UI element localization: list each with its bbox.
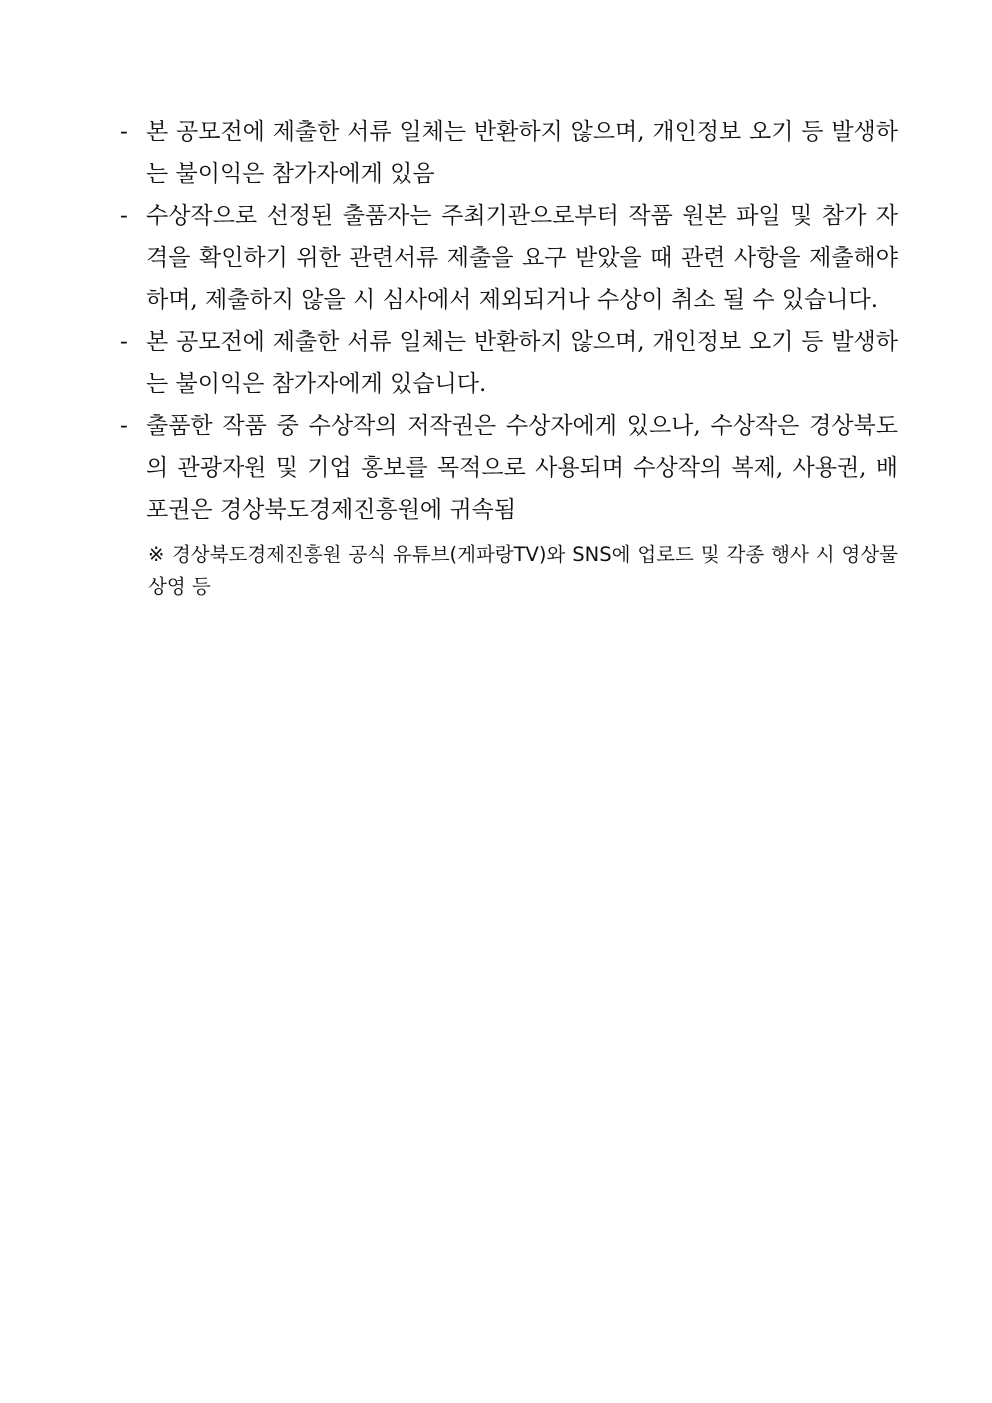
footnote: ※ 경상북도경제진흥원 공식 유튜브(게파랑TV)와 SNS에 업로드 및 각종 행사 시 영상물 상영 등 — [148, 543, 898, 598]
notice-item-text: 수상작으로 선정된 출품자는 주최기관으로부터 작품 원본 파일 및 참가 자격을 확인하기 위한 관련서류 제출을 요구 받았을 때 관련 사항을 제출해야 하며, 제출하지 않을 시 심사에서 제외되거나 수상이 취소 될 수 있습니다. — [146, 203, 898, 313]
notice-item — [120, 321, 898, 405]
notice-item-text: 출품한 작품 중 수상작의 저작권은 수상자에게 있으나, 수상작은 경상북도의 관광자원 및 기업 홍보를 목적으로 사용되며 수상작의 복제, 사용권, 배포권은 경상북도경제진흥원에 귀속됨 — [146, 413, 898, 523]
bullet-dash: - — [120, 329, 128, 355]
notice-item-text: 본 공모전에 제출한 서류 일체는 반환하지 않으며, 개인정보 오기 등 발생하는 불이익은 참가자에게 있습니다. — [146, 329, 898, 397]
bullet-dash: - — [120, 119, 128, 145]
notice-list — [120, 111, 898, 603]
notice-item-text: 본 공모전에 제출한 서류 일체는 반환하지 않으며, 개인정보 오기 등 발생하는 불이익은 참가자에게 있음 — [146, 119, 898, 187]
bullet-dash: - — [120, 203, 128, 229]
notice-item — [120, 405, 898, 531]
notice-item — [120, 195, 898, 321]
bullet-dash: - — [120, 413, 128, 439]
notice-item — [120, 111, 898, 195]
